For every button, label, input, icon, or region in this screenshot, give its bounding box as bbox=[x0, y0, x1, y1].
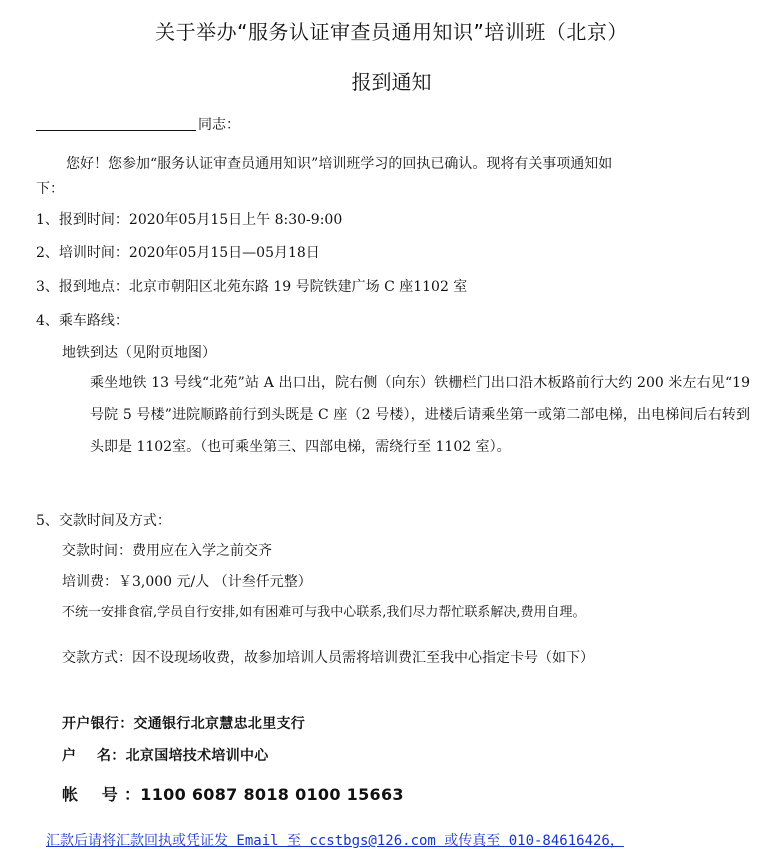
name-blank bbox=[36, 114, 196, 131]
document-title: 关于举办“服务认证审查员通用知识”培训班（北京） bbox=[155, 20, 628, 44]
training-fee: 培训费：￥3,000 元/人 （计叁仟元整） bbox=[62, 574, 312, 590]
payment-time: 交款时间：费用应在入学之前交齐 bbox=[62, 543, 272, 559]
item-payment: 5、交款时间及方式： bbox=[36, 513, 171, 529]
item-report-time: 1、报到时间：2020年05月15日上午 8:30-9:00 bbox=[36, 212, 343, 228]
salutation bbox=[36, 114, 240, 135]
payment-method: 交款方式：因不设现场收费，故参加培训人员需将培训费汇至我中心指定卡号（如下） bbox=[62, 650, 594, 666]
lodging-note: 不统一安排食宿,学员自行安排,如有困难可与我中心联系,我们尽力帮忙联系解决,费用自理。 bbox=[62, 605, 586, 620]
intro-line-1: 您好！您参加“服务认证审查员通用知识”培训班学习的回执已确认。现将有关事项通知如 bbox=[66, 156, 613, 172]
account-holder bbox=[62, 745, 269, 765]
footer-contact-note[interactable]: 汇款后请将汇款回执或凭证发 Email 至 ccstbgs@126.com 或传真至 010-84616426， bbox=[46, 833, 624, 849]
account-holder-label: 户 名： bbox=[62, 748, 126, 764]
salutation-suffix: 同志： bbox=[198, 117, 240, 133]
subway-heading: 地铁到达（见附页地图） bbox=[62, 345, 216, 361]
account-number-label: 帐 号 ： bbox=[62, 785, 141, 804]
intro-line-2: 下： bbox=[36, 181, 64, 197]
item-report-location: 3、报到地点：北京市朝阳区北苑东路 19 号院铁建广场 C 座1102 室 bbox=[36, 279, 468, 295]
document-subtitle: 报到通知 bbox=[351, 70, 432, 94]
bank-line: 开户银行：交通银行北京慧忠北里支行 bbox=[62, 716, 306, 732]
account-number-row bbox=[62, 782, 404, 805]
item-route: 4、乘车路线： bbox=[36, 313, 129, 329]
item-training-time: 2、培训时间：2020年05月15日—05月18日 bbox=[36, 245, 320, 261]
account-holder-name: 北京国培技术培训中心 bbox=[125, 748, 269, 764]
account-number: 1100 6087 8018 0100 15663 bbox=[140, 785, 404, 804]
route-description: 乘坐地铁 13 号线“北苑”站 A 出口出，院右侧（向东）铁栅栏门出口沿木板路前行大约 200 米左右见“19 号院 5 号楼”进院顺路前行到头既是 C 座（2 号楼），进楼后请乘坐第一或第二部电梯，出电梯间后右转到头即是 1102室。（也可乘坐第三、四部电梯，需绕行至 1102 室）。 bbox=[90, 375, 750, 455]
